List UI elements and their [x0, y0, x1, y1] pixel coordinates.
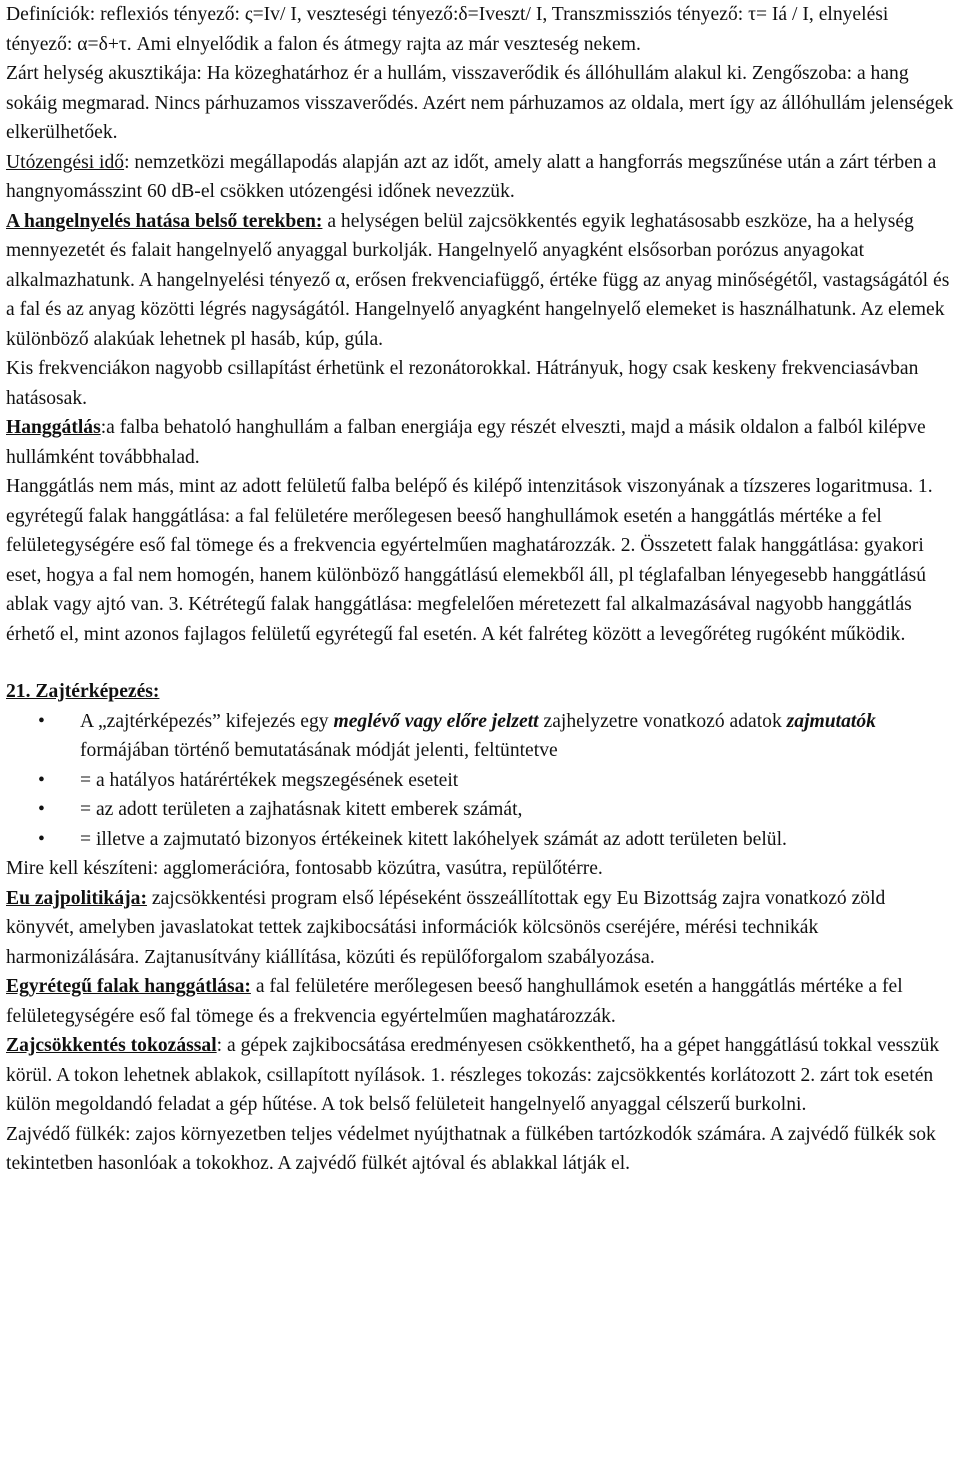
room-acoustics-paragraph: Zárt helység akusztikája: Ha közeghatárhoz ér a hullám, visszaverődik és állóhullám alakul ki. Zengőszoba: a hang sokáig megmarad. Nincs párhuzamos visszaverődés. Azért nem párhuzamos az oldala, mert így az állóhullám jelenségek elkerülhetőek.: [6, 63, 954, 143]
reverberation-time-paragraph: [6, 148, 956, 207]
sound-absorption-term: A hangelnyelés hatása belső terekben:: [6, 210, 323, 232]
list-item: [6, 707, 956, 766]
list-item: • = a hatályos határértékek megszegésének eseteit: [6, 766, 956, 796]
wall-insulation-paragraph: Hanggátlás nem más, mint az adott felületű falba belépő és kilépő intenzitások viszonyának a tízszeres logaritmusa. 1. egyrétegű falak hanggátlása: a fal felületére merőlegesen beeső hanghullámok esetén a hanggátlás mértéke a fel felületegységére eső fal tömege és a frekvencia egyértelműen maghatározzák. 2. Összetett falak hanggátlása: gyakori eset, hogya a fal nem homogén, hanem különböző hanggátlású elemekből áll, pl téglafalban lényegesebb hanggátlású ablak vagy ajtó van. 3. Kétrétegű falak hanggátlása: megfelelően méretezett fal alkalmazásával nagyobb hanggátlás érhető el, mint azonos fajlagos felületű egyrétegű fal esetén. A két falréteg között a levegőréteg rugóként működik.: [6, 476, 933, 645]
eu-noise-policy-text: zajcsökkentési program első lépéseként összeállítottak egy Eu Bizottság zajra vonatkozó zöld könyvét, amelyben javaslatokat tettek zajkibocsátási információk kölcsönös cseréjére, mérési technikák harmonizálására. Zajtanusítvány kiállítása, közúti és repülőforgalom szabályozása.: [6, 887, 886, 968]
resonator-paragraph: Kis frekvenciákon nagyobb csillapítást érhetünk el rezonátorokkal. Hátrányuk, hogy csak keskeny frekvenciasávban hatásosak.: [6, 358, 919, 409]
list-item-text: formájában történő bemutatásának módját jelenti, feltüntetve: [80, 740, 558, 761]
enclosure-term: Zajcsökkentés tokozással: [6, 1035, 217, 1056]
noise-cabin-paragraph: Zajvédő fülkék: zajos környezetben teljes védelmet nyújthatnak a fülkében tartózkodók számára. A zajvédő fülkék sok tekintetben hasonlóak a tokokhoz. A zajvédő fülkét ajtóval és ablakkal látják el.: [6, 1123, 936, 1174]
section-heading-noise-mapping: 21. Zajtérképezés:: [6, 681, 160, 702]
list-item-text: A „zajtérképezés” kifejezés egy: [80, 710, 334, 732]
noise-map-targets-paragraph: Mire kell készíteni: agglomerációra, fontosabb közútra, vasútra, repülőtérre.: [6, 858, 603, 879]
reverberation-time-text: : nemzetközi megállapodás alapján azt az időt, amely alatt a hangforrás megszűnése után a zárt térben a hangnyomásszint 60 dB-el csökken utózengési időnek nevezzük.: [6, 151, 937, 202]
definitions-paragraph: Definíciók: reflexiós tényező: ς=Iv/ I, veszteségi tényező:δ=Iveszt/ I, Transzmissziós tényező: τ= Iá / I, elnyelési tényező: α=δ+τ. Ami elnyelődik a falon és átmegy rajta az már veszteség nekem.: [6, 4, 889, 55]
sound-insulation-paragraph: [6, 413, 956, 472]
sound-insulation-term: Hanggátlás: [6, 417, 101, 438]
eu-noise-policy-paragraph: [6, 884, 956, 973]
noise-mapping-list: [6, 707, 956, 855]
single-layer-wall-paragraph: [6, 972, 956, 1031]
list-item-emphasis: meglévő vagy előre jelzett: [333, 710, 539, 732]
list-item-emphasis: zajmutatók: [786, 710, 876, 732]
sound-absorption-text: a helységen belül zajcsökkentés egyik leghatásosabb eszköze, ha a helység mennyezetét és falait hangelnyelő anyaggal burkolják. Hangelnyelő anyagként elsősorban porózus anyagokat alkalmazhatunk. A hangelnyelési tényező α, erősen frekvenciafüggő, értéke függ az anyag minőségétől, vastagságától és a fal és az anyag közötti légrés nagyságától. Hangelnyelő anyagként hangelnyelő elemeket is használhatunk. Az elemek különböző alakúak lehetnek pl hasáb, kúp, gúla.: [6, 210, 950, 350]
list-item: • = az adott területen a zajhatásnak kitett emberek számát,: [6, 795, 956, 825]
enclosure-paragraph: [6, 1031, 956, 1120]
single-layer-wall-term: Egyrétegű falak hanggátlása:: [6, 976, 251, 997]
sound-absorption-paragraph: [6, 207, 956, 355]
single-layer-wall-text: a fal felületére merőlegesen beeső hanghullámok esetén a hanggátlás mértéke a fel felületegységére eső fal tömege és a frekvencia egyértelműen maghatározzák.: [6, 976, 903, 1027]
enclosure-text: : a gépek zajkibocsátása eredményesen csökkenthető, ha a gépet hanggátlású tokkal vesszük körül. A tokon lehetnek ablakok, csillapított nyílások. 1. részleges tokozás: zajcsökkentés korlátozott 2. zárt tok esetén külön megoldandó feladat a gép hűtése. A tok belső felületeit hangelnyelő anyaggal célszerű burkolni.: [6, 1035, 940, 1115]
reverberation-time-term: Utózengési idő: [6, 151, 125, 173]
list-item-text: zajhelyzetre vonatkozó adatok: [538, 710, 787, 732]
list-item: • = illetve a zajmutató bizonyos értékeinek kitett lakóhelyek számát az adott területen belül.: [6, 825, 956, 855]
eu-noise-policy-term: Eu zajpolitikája:: [6, 887, 147, 909]
sound-insulation-text: :a falba behatoló hanghullám a falban energiája egy részét elveszti, majd a másik oldalon a falból kilépve hullámként továbbhalad.: [6, 417, 926, 468]
section-gap: [6, 649, 956, 677]
